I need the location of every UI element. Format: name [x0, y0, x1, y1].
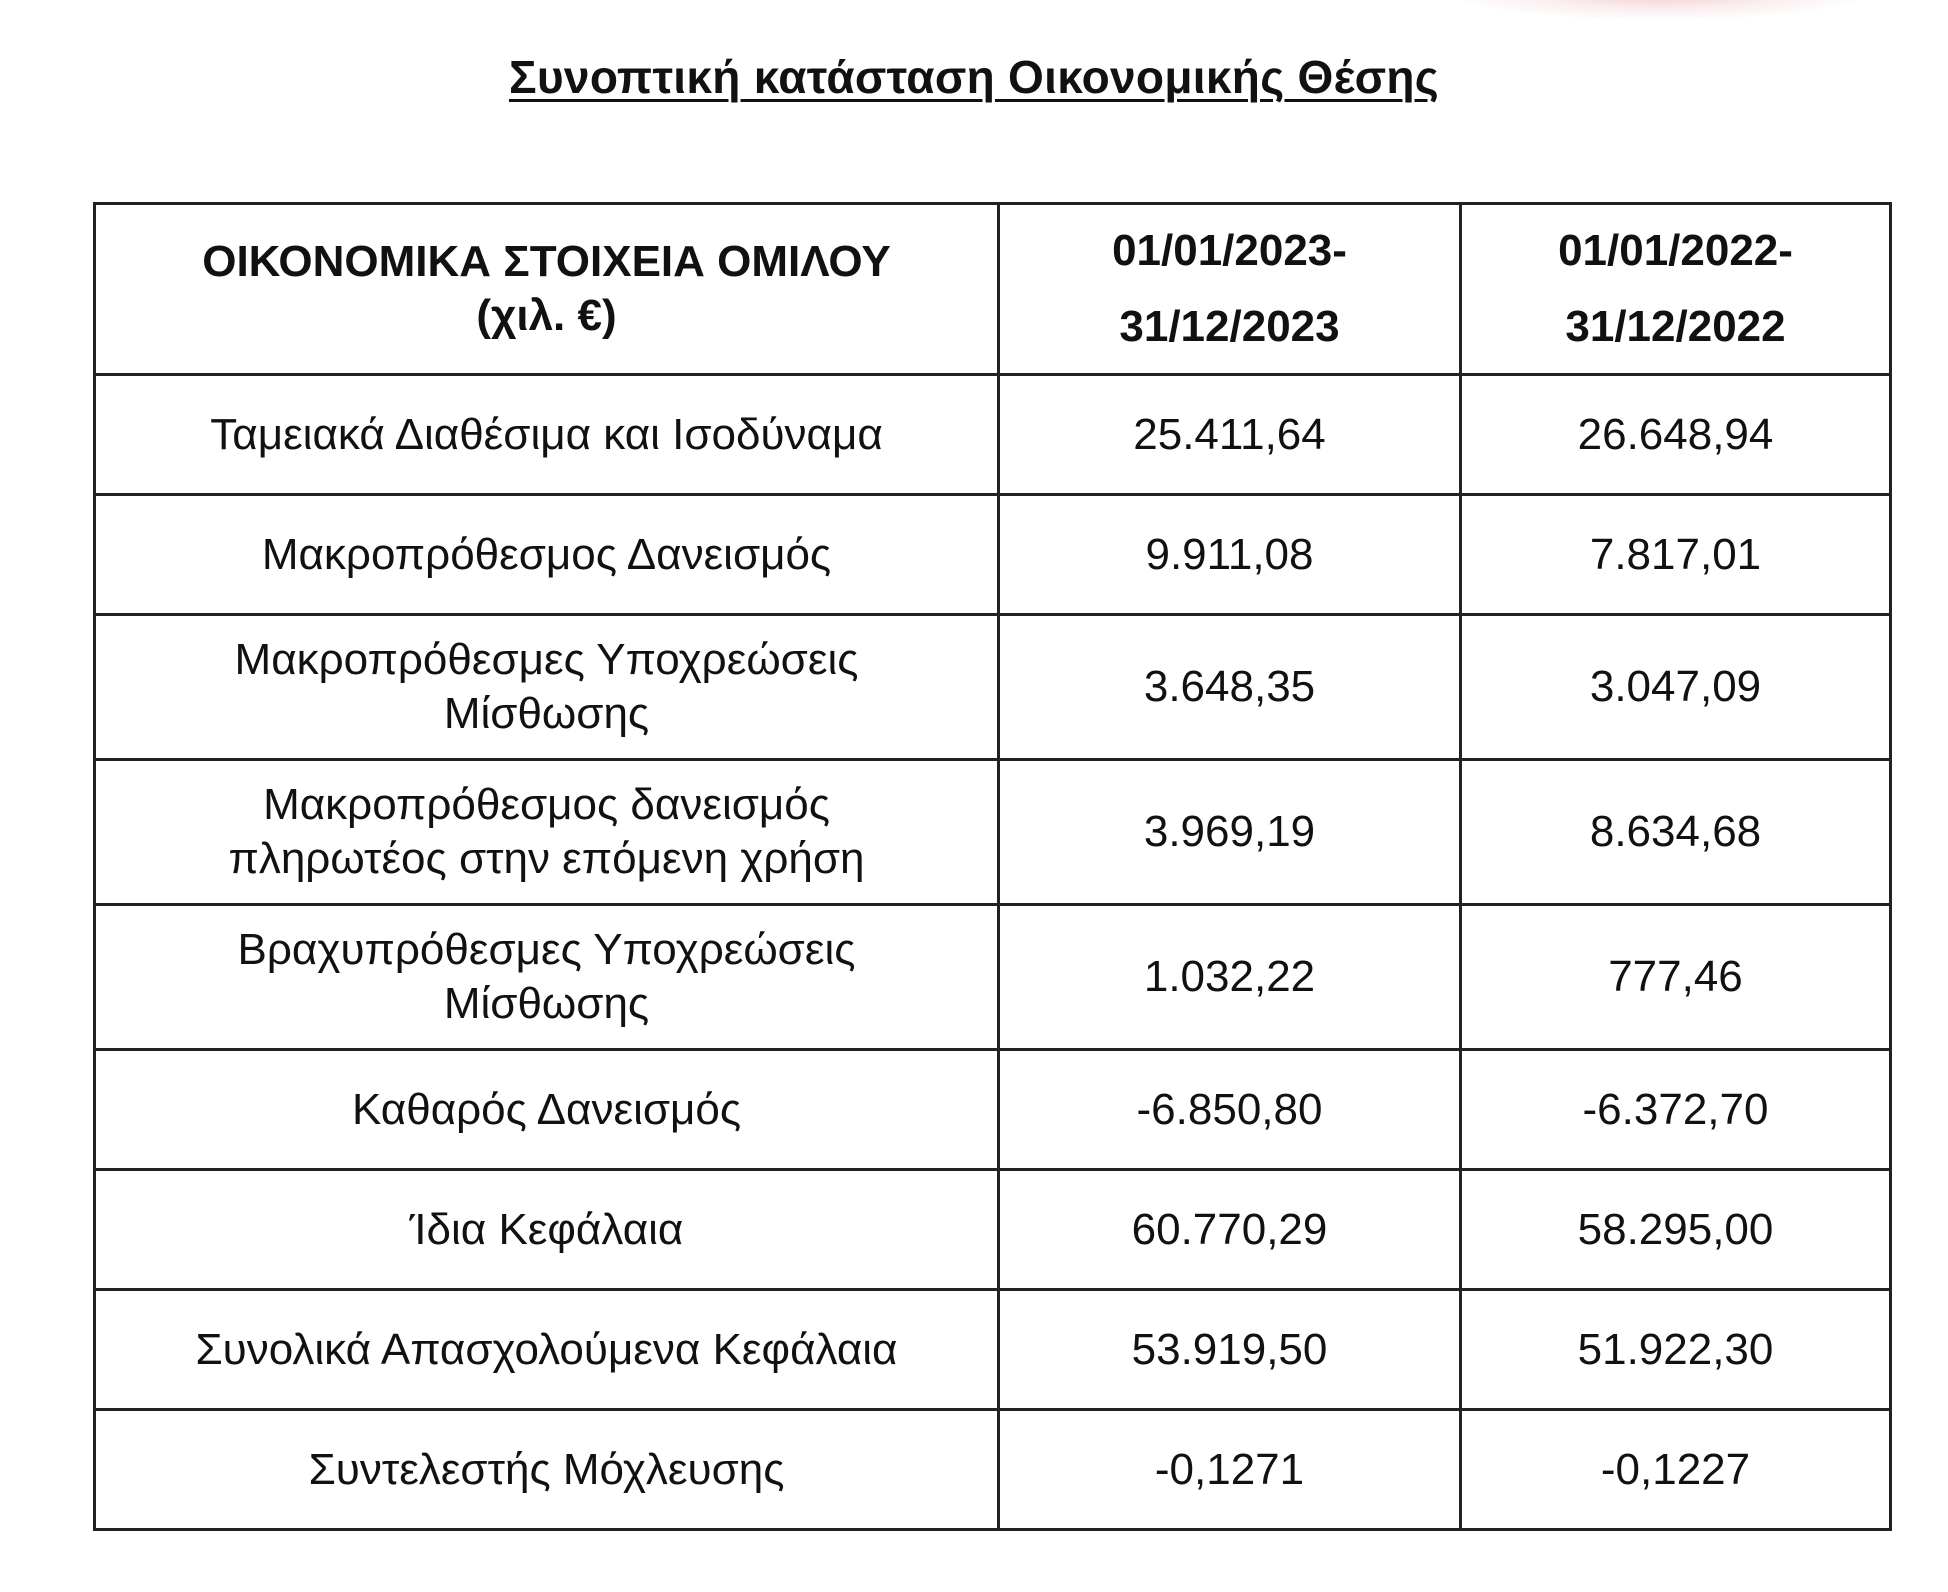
page-title: Συνοπτική κατάσταση Οικονομικής Θέσης: [508, 51, 1440, 103]
row-label: [95, 375, 999, 495]
row-label-line1: Καθαρός Δανεισμός: [351, 1084, 742, 1134]
value-2023: 1.032,22: [999, 905, 1461, 1050]
row-label-line1: Ίδια Κεφάλαια: [409, 1204, 684, 1254]
column-header-2023: [999, 204, 1461, 375]
value-2022: 51.922,30: [1461, 1290, 1891, 1410]
column-header-2023-line2: 31/12/2023: [1119, 302, 1340, 351]
row-label-line1: Ταμειακά Διαθέσιμα και Ισοδύναμα: [210, 409, 883, 459]
row-label: [95, 1170, 999, 1290]
financial-position-table: [93, 202, 1892, 1531]
value-2023: -6.850,80: [999, 1050, 1461, 1170]
table-row: [95, 1050, 1891, 1170]
value-2023: 53.919,50: [999, 1290, 1461, 1410]
value-2023: 9.911,08: [999, 495, 1461, 615]
value-2022: 777,46: [1461, 905, 1891, 1050]
column-header-items: [95, 204, 999, 375]
value-2023: 25.411,64: [999, 375, 1461, 495]
row-label: [95, 495, 999, 615]
table-row: [95, 1410, 1891, 1530]
row-label-line2: πληρωτέος στην επόμενη χρήση: [228, 834, 865, 883]
row-label-line2: Μίσθωσης: [443, 979, 650, 1028]
row-label-line1: Μακροπρόθεσμος δανεισμός: [263, 780, 830, 829]
row-label-line1: Βραχυπρόθεσμες Υποχρεώσεις: [237, 925, 856, 974]
table-row: [95, 1290, 1891, 1410]
table-row: [95, 495, 1891, 615]
top-edge-decoration: [1450, 0, 1870, 20]
row-label-line1: Συνολικά Απασχολούμενα Κεφάλαια: [195, 1324, 898, 1374]
row-label-line1: Μακροπρόθεσμες Υποχρεώσεις: [234, 635, 859, 684]
row-label: [95, 760, 999, 905]
value-2023: 60.770,29: [999, 1170, 1461, 1290]
column-header-items-line1: ΟΙΚΟΝΟΜΙΚΑ ΣΤΟΙΧΕΙΑ ΟΜΙΛΟΥ: [202, 237, 891, 286]
value-2022: 26.648,94: [1461, 375, 1891, 495]
value-2022: -6.372,70: [1461, 1050, 1891, 1170]
value-2022: -0,1227: [1461, 1410, 1891, 1530]
value-2022: 58.295,00: [1461, 1170, 1891, 1290]
column-header-items-line2: (χιλ. €): [476, 291, 617, 340]
table-row: [95, 615, 1891, 760]
value-2023: 3.648,35: [999, 615, 1461, 760]
table-row: [95, 760, 1891, 905]
row-label: [95, 1410, 999, 1530]
table-row: [95, 375, 1891, 495]
value-2023: -0,1271: [999, 1410, 1461, 1530]
row-label: [95, 1050, 999, 1170]
row-label-line1: Μακροπρόθεσμος Δανεισμός: [261, 529, 832, 579]
row-label-line2: Μίσθωσης: [443, 689, 650, 738]
column-header-2022-line1: 01/01/2022-: [1558, 226, 1793, 275]
table-row: [95, 1170, 1891, 1290]
table-row: [95, 905, 1891, 1050]
value-2022: 8.634,68: [1461, 760, 1891, 905]
column-header-2022-line2: 31/12/2022: [1565, 302, 1786, 351]
row-label: [95, 905, 999, 1050]
value-2022: 7.817,01: [1461, 495, 1891, 615]
value-2023: 3.969,19: [999, 760, 1461, 905]
row-label: [95, 1290, 999, 1410]
column-header-2022: [1461, 204, 1891, 375]
table-header-row: [95, 204, 1891, 375]
row-label-line1: Συντελεστής Μόχλευσης: [308, 1444, 785, 1494]
column-header-2023-line1: 01/01/2023-: [1112, 226, 1347, 275]
row-label: [95, 615, 999, 760]
value-2022: 3.047,09: [1461, 615, 1891, 760]
